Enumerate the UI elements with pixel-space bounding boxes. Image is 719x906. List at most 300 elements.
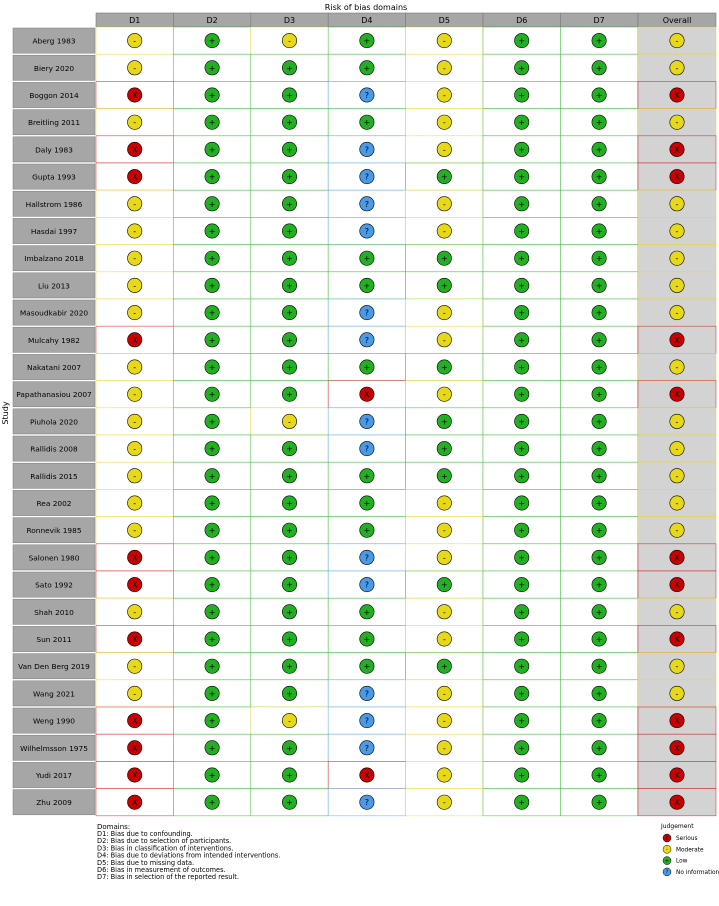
- judgement-symbol: -: [675, 444, 679, 454]
- judgement-symbol: ?: [364, 91, 370, 100]
- judgement-symbol: +: [208, 635, 216, 644]
- chart-title: Risk of bias domains: [324, 3, 408, 12]
- judgement-mark: [128, 441, 142, 455]
- judgement-mark: [592, 550, 606, 564]
- judgement-mark: [282, 496, 296, 510]
- judgement-symbol: ?: [364, 199, 370, 209]
- domain-description: D7: Bias in selection of the reported result.: [97, 873, 239, 882]
- judgement-symbol: +: [518, 580, 526, 590]
- judgement-mark: [128, 795, 142, 809]
- study-label: Aberg 1983: [32, 36, 76, 46]
- judgement-mark: [592, 115, 606, 129]
- legend-label: Low: [676, 858, 688, 865]
- judgement-symbol: -: [442, 335, 446, 345]
- judgement-mark: [128, 713, 142, 727]
- judgement-symbol: +: [440, 254, 448, 264]
- study-row: [13, 544, 716, 571]
- judgement-symbol: +: [595, 390, 603, 400]
- judgement-symbol: +: [595, 743, 603, 753]
- judgement-mark: [282, 197, 296, 211]
- judgement-mark: [437, 305, 451, 319]
- judgement-symbol: +: [208, 254, 216, 264]
- judgement-mark: [592, 741, 606, 755]
- overall-judgement-mark: [670, 632, 684, 646]
- overall-judgement-mark: [670, 795, 684, 809]
- overall-judgement-mark: [670, 387, 684, 401]
- judgement-symbol: -: [133, 471, 137, 481]
- judgement-mark: [515, 523, 529, 537]
- judgement-mark: [205, 577, 219, 591]
- judgement-mark: [205, 169, 219, 183]
- judgement-mark: [205, 550, 219, 564]
- judgement-mark: [128, 360, 142, 374]
- judgement-mark: [128, 686, 142, 700]
- judgement-symbol: X: [131, 91, 138, 100]
- study-row: [13, 571, 716, 598]
- judgement-mark: [282, 142, 296, 156]
- study-row: [13, 489, 716, 516]
- judgement-mark: [205, 197, 219, 211]
- judgement-mark: [360, 713, 374, 727]
- judgement-symbol: -: [675, 363, 679, 372]
- domain-header-row: [96, 13, 716, 27]
- judgement-symbol: +: [440, 281, 448, 291]
- judgement-symbol: +: [208, 417, 216, 427]
- overall-judgement-mark: [670, 550, 684, 564]
- study-row: [13, 517, 716, 544]
- study-label: Rallidis 2008: [30, 444, 78, 454]
- judgement-symbol: -: [442, 118, 446, 128]
- judgement-mark: [360, 414, 374, 428]
- judgement-mark: [437, 115, 451, 129]
- study-row: [13, 598, 716, 625]
- judgement-symbol: +: [286, 499, 293, 508]
- judgement-symbol: X: [674, 716, 680, 726]
- judgement-mark: [282, 686, 296, 700]
- judgement-symbol: +: [363, 36, 371, 46]
- overall-header-label: Overall: [662, 16, 692, 25]
- overall-judgement-mark: [670, 360, 684, 374]
- judgement-mark: [360, 251, 374, 265]
- judgement-mark: [205, 713, 219, 727]
- judgement-mark: [592, 659, 606, 673]
- judgement-mark: [515, 142, 529, 156]
- judgement-symbol: +: [595, 580, 603, 590]
- judgement-mark: [515, 550, 529, 564]
- judgement-mark: [360, 632, 374, 646]
- judgement-mark: [205, 768, 219, 782]
- study-row: [13, 625, 716, 652]
- overall-judgement-mark: [670, 33, 684, 47]
- judgement-symbol: +: [363, 281, 371, 291]
- judgement-mark: [360, 441, 374, 455]
- overall-judgement-mark: [670, 523, 684, 537]
- judgement-symbol: +: [286, 145, 293, 155]
- judgement-mark: [128, 169, 142, 183]
- judgement-mark: [360, 333, 374, 347]
- judgement-mark: [128, 741, 142, 755]
- judgement-mark: [128, 469, 142, 483]
- judgement-mark: [515, 61, 529, 75]
- study-label: Breitling 2011: [27, 118, 81, 128]
- judgement-mark: [360, 115, 374, 129]
- judgement-symbol: +: [208, 199, 216, 209]
- judgement-mark: [360, 278, 374, 292]
- judgement-mark: [205, 88, 219, 102]
- judgement-legend-item: [663, 868, 719, 876]
- judgement-symbol: X: [674, 580, 680, 590]
- legend-label: No information: [676, 869, 719, 876]
- judgement-mark: [437, 523, 451, 537]
- judgement-mark: [282, 278, 296, 292]
- judgement-mark: [437, 469, 451, 483]
- judgement-symbol: +: [208, 390, 216, 400]
- judgement-mark: [592, 523, 606, 537]
- overall-judgement-mark: [670, 577, 684, 591]
- judgement-symbol: +: [518, 63, 526, 73]
- judgement-symbol: ?: [364, 335, 370, 345]
- judgement-mark: [282, 88, 296, 102]
- overall-judgement-mark: [670, 659, 684, 673]
- judgement-mark: [282, 169, 296, 183]
- study-row: [13, 81, 716, 108]
- overall-judgement-mark: [670, 278, 684, 292]
- judgement-symbol: +: [518, 227, 526, 236]
- judgement-mark: [515, 713, 529, 727]
- judgement-symbol: -: [133, 308, 137, 318]
- judgement-symbol: +: [518, 499, 526, 508]
- judgement-symbol: +: [208, 798, 216, 808]
- judgement-mark: [515, 333, 529, 347]
- judgement-symbol: +: [595, 444, 603, 454]
- judgement-symbol: +: [286, 172, 293, 182]
- study-row: [13, 653, 716, 680]
- judgement-symbol: +: [518, 471, 526, 481]
- judgement-symbol: X: [674, 635, 680, 644]
- judgement-mark: [515, 577, 529, 591]
- study-row: [13, 217, 716, 244]
- judgement-symbol: -: [288, 417, 291, 427]
- judgement-symbol: +: [518, 36, 526, 46]
- judgement-symbol: +: [595, 771, 603, 780]
- judgement-symbol: X: [674, 553, 680, 563]
- judgement-symbol: -: [133, 689, 137, 699]
- study-label: Liu 2013: [37, 281, 71, 291]
- judgement-mark: [282, 224, 296, 238]
- judgement-mark: [205, 224, 219, 238]
- judgement-symbol: +: [286, 199, 293, 209]
- judgement-mark: [205, 115, 219, 129]
- judgement-mark: [360, 197, 374, 211]
- judgement-mark: [515, 115, 529, 129]
- judgement-symbol: -: [133, 36, 137, 46]
- judgement-symbol: -: [133, 499, 137, 508]
- judgement-mark: [360, 795, 374, 809]
- judgement-mark: [282, 605, 296, 619]
- judgement-mark: [437, 768, 451, 782]
- judgement-mark: [360, 523, 374, 537]
- judgement-symbol: ?: [364, 798, 370, 808]
- judgement-mark: [437, 387, 451, 401]
- judgement-symbol: ?: [364, 444, 370, 454]
- judgement-symbol: +: [208, 689, 216, 699]
- judgement-symbol: +: [518, 281, 526, 291]
- judgement-symbol: -: [133, 118, 137, 128]
- judgement-symbol: +: [518, 308, 526, 318]
- overall-judgement-mark: [670, 305, 684, 319]
- judgement-mark: [515, 741, 529, 755]
- domain-legend: [97, 823, 280, 881]
- judgement-mark: [515, 33, 529, 47]
- judgement-symbol: +: [595, 63, 603, 73]
- judgement-mark: [437, 795, 451, 809]
- judgement-mark: [128, 33, 142, 47]
- judgement-mark: [205, 496, 219, 510]
- judgement-mark: [282, 33, 296, 47]
- judgement-symbol: +: [208, 363, 216, 372]
- judgement-symbol: +: [518, 743, 526, 753]
- judgement-symbol: +: [595, 716, 603, 726]
- judgement-symbol: +: [440, 417, 448, 427]
- domain-header-label: D7: [593, 16, 605, 25]
- judgement-symbol: -: [675, 526, 679, 536]
- judgement-symbol: -: [442, 199, 446, 209]
- judgement-mark: [437, 251, 451, 265]
- judgement-symbol: +: [518, 172, 526, 182]
- domain-header-label: D3: [283, 16, 296, 25]
- judgement-mark: [360, 33, 374, 47]
- judgement-symbol: +: [286, 227, 293, 236]
- judgement-mark: [515, 496, 529, 510]
- judgement-mark: [437, 441, 451, 455]
- judgement-mark: [437, 333, 451, 347]
- judgement-symbol: X: [364, 390, 370, 400]
- judgement-mark: [592, 142, 606, 156]
- domain-header-label: D5: [438, 16, 450, 25]
- judgement-symbol: -: [288, 36, 291, 46]
- judgement-symbol: -: [675, 63, 679, 73]
- judgement-mark: [437, 496, 451, 510]
- judgement-mark: [592, 360, 606, 374]
- judgement-symbol: ?: [364, 417, 370, 427]
- judgement-symbol: +: [595, 254, 603, 264]
- study-row: [13, 789, 716, 816]
- overall-judgement-mark: [670, 469, 684, 483]
- judgement-symbol: +: [518, 118, 526, 128]
- judgement-symbol: -: [288, 716, 291, 726]
- judgement-mark: [205, 741, 219, 755]
- judgement-mark: [205, 278, 219, 292]
- judgement-mark: [437, 577, 451, 591]
- judgement-mark: [360, 577, 374, 591]
- judgement-mark: [592, 577, 606, 591]
- judgement-symbol: -: [442, 635, 446, 644]
- judgement-mark: [128, 768, 142, 782]
- judgement-mark: [360, 741, 374, 755]
- judgement-mark: [205, 305, 219, 319]
- judgement-mark: [282, 333, 296, 347]
- judgement-symbol: +: [208, 335, 216, 345]
- overall-judgement-mark: [670, 169, 684, 183]
- judgement-mark: [437, 659, 451, 673]
- judgement-symbol: +: [595, 363, 603, 372]
- judgement-symbol: -: [133, 526, 137, 536]
- judgement-mark: [282, 251, 296, 265]
- judgement-symbol: -: [675, 471, 679, 481]
- judgement-mark: [592, 469, 606, 483]
- judgement-mark: [437, 550, 451, 564]
- judgement-mark: [205, 686, 219, 700]
- judgement-symbol: +: [208, 526, 216, 536]
- judgement-mark: [128, 305, 142, 319]
- judgement-mark: [360, 605, 374, 619]
- study-label: Sato 1992: [35, 580, 73, 590]
- judgement-mark: [360, 88, 374, 102]
- judgement-symbol: X: [674, 145, 680, 155]
- judgement-mark: [437, 33, 451, 47]
- judgement-symbol: -: [442, 607, 446, 617]
- judgement-symbol: -: [442, 227, 446, 236]
- judgement-symbol: X: [674, 771, 680, 780]
- judgement-symbol: ?: [364, 145, 370, 155]
- study-label: Wang 2021: [33, 689, 75, 699]
- judgement-mark: [515, 88, 529, 102]
- overall-judgement-mark: [670, 441, 684, 455]
- judgement-symbol: +: [440, 580, 448, 590]
- judgement-symbol: +: [286, 743, 293, 753]
- judgement-mark: [282, 659, 296, 673]
- judgement-symbol: +: [363, 607, 371, 617]
- judgement-symbol: +: [363, 526, 371, 536]
- judgement-symbol: X: [674, 743, 680, 753]
- judgement-mark: [592, 632, 606, 646]
- judgement-symbol: -: [442, 771, 446, 780]
- judgement-symbol: -: [675, 118, 679, 128]
- judgement-mark: [437, 88, 451, 102]
- study-label: Hallstrom 1986: [25, 199, 83, 209]
- judgement-symbol: +: [286, 526, 293, 536]
- judgement-legend: [660, 823, 719, 876]
- judgement-symbol: +: [595, 471, 603, 481]
- judgement-symbol: +: [286, 771, 293, 780]
- judgement-mark: [205, 469, 219, 483]
- judgement-symbol: +: [208, 607, 216, 617]
- study-row: [13, 136, 716, 163]
- judgement-symbol: +: [518, 553, 526, 563]
- judgement-mark: [360, 169, 374, 183]
- judgement-symbol: X: [674, 91, 680, 100]
- judgement-symbol: X: [131, 743, 138, 753]
- judgement-symbol: +: [518, 363, 526, 372]
- judgement-symbol: +: [518, 335, 526, 345]
- judgement-symbol: X: [131, 553, 138, 563]
- judgement-symbol: +: [208, 145, 216, 155]
- domain-description: D5: Bias due to missing data.: [97, 858, 195, 867]
- judgement-symbol: +: [595, 36, 603, 46]
- judgement-mark: [128, 115, 142, 129]
- domain-legend-title: Domains:: [97, 823, 131, 831]
- judgement-symbol: +: [286, 471, 293, 481]
- judgement-symbol: -: [442, 716, 446, 726]
- judgement-symbol: ?: [364, 227, 370, 236]
- judgement-mark: [592, 333, 606, 347]
- judgement-mark: [437, 61, 451, 75]
- judgement-mark: [592, 414, 606, 428]
- judgement-symbol: -: [133, 281, 137, 291]
- judgement-mark: [437, 713, 451, 727]
- judgement-symbol: X: [131, 145, 138, 155]
- judgement-symbol: +: [208, 36, 216, 46]
- judgement-symbol: +: [518, 689, 526, 699]
- judgement-symbol: -: [675, 36, 679, 46]
- overall-judgement-mark: [670, 61, 684, 75]
- judgement-mark: [592, 88, 606, 102]
- judgement-symbol: +: [363, 63, 371, 73]
- judgement-symbol: +: [208, 118, 216, 128]
- judgement-symbol: -: [133, 662, 137, 672]
- judgement-symbol: +: [363, 118, 371, 128]
- judgement-mark: [282, 741, 296, 755]
- judgement-symbol: +: [208, 227, 216, 236]
- judgement-mark: [128, 523, 142, 537]
- study-label: Mulcahy 1982: [28, 335, 80, 345]
- legend-label: Moderate: [676, 847, 704, 854]
- judgement-mark: [592, 605, 606, 619]
- domain-description: D2: Bias due to selection of participants.: [97, 837, 232, 846]
- judgement-symbol: ?: [364, 743, 370, 753]
- judgement-mark: [205, 387, 219, 401]
- judgement-mark: [128, 550, 142, 564]
- domain-header-label: D4: [361, 16, 373, 25]
- judgement-symbol: +: [518, 91, 526, 100]
- judgement-mark: [437, 686, 451, 700]
- judgement-mark: [128, 142, 142, 156]
- judgement-symbol: -: [442, 798, 446, 808]
- judgement-mark: [592, 305, 606, 319]
- judgement-symbol: X: [131, 635, 138, 644]
- judgement-mark: [128, 496, 142, 510]
- judgement-mark: [592, 61, 606, 75]
- study-label: Shah 2010: [34, 607, 74, 617]
- study-label: Zhu 2009: [36, 798, 72, 808]
- judgement-symbol: +: [208, 91, 216, 100]
- judgement-symbol: +: [208, 716, 216, 726]
- judgement-mark: [515, 795, 529, 809]
- judgement-symbol: +: [595, 199, 603, 209]
- judgement-symbol: +: [286, 254, 293, 264]
- judgement-symbol: +: [208, 743, 216, 753]
- judgement-mark: [205, 605, 219, 619]
- overall-judgement-mark: [670, 713, 684, 727]
- domain-description: D4: Bias due to deviations from intended interventions.: [97, 851, 281, 860]
- legend-label: Serious: [676, 836, 698, 842]
- judgement-mark: [437, 741, 451, 755]
- judgement-mark: [515, 414, 529, 428]
- judgement-symbol: +: [518, 771, 526, 780]
- judgement-symbol: X: [674, 390, 680, 400]
- judgement-symbol: +: [518, 145, 526, 155]
- judgement-symbol: -: [442, 36, 446, 46]
- study-row: [13, 299, 716, 326]
- judgement-symbol: +: [518, 798, 526, 808]
- judgement-symbol: +: [286, 635, 293, 644]
- judgement-symbol: -: [442, 308, 446, 318]
- legend-symbol: ?: [665, 869, 669, 876]
- judgement-mark: [282, 387, 296, 401]
- judgement-symbol: -: [133, 607, 137, 617]
- judgement-symbol: -: [133, 254, 137, 264]
- judgement-mark: [360, 61, 374, 75]
